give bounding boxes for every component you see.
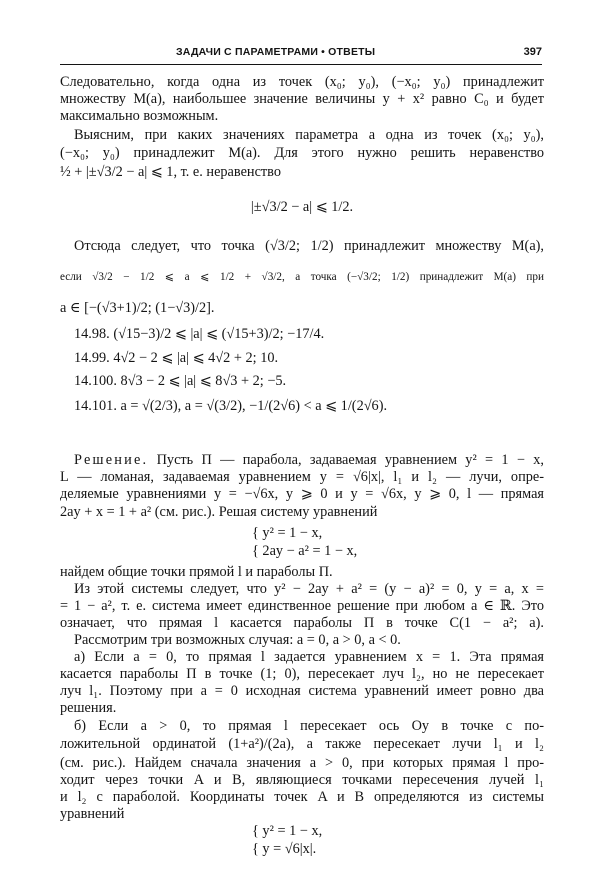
system-eq-2: { 2ay − a² = 1 − x, [252, 543, 358, 559]
text-line: решения. [60, 700, 117, 716]
text-line: если √3/2 − 1/2 ⩽ a ⩽ 1/2 + √3/2, а точка (−√3/2; 1/2) принадлежит M(a) при [60, 271, 544, 283]
text-line: касается параболы П в точке (1; 0), пересекает луч l₂, но не пересекает [60, 666, 544, 682]
answer-14-99: 14.99. 4√2 − 2 ⩽ |a| ⩽ 4√2 + 2; 10. [74, 350, 279, 366]
text-line: Решение. Пусть П — парабола, задаваемая уравнением y² = 1 − x, [74, 452, 544, 468]
header-title: ЗАДАЧИ С ПАРАМЕТРАМИ • ОТВЕТЫ [176, 46, 376, 58]
header-rule [60, 64, 542, 65]
text-line: и l₂ с параболой. Координаты точек A и B определяются из системы [60, 789, 544, 805]
answer-14-101: 14.101. a = √(2/3), a = √(3/2), −1/(2√6) < a ⩽ 1/(2√6). [74, 398, 388, 414]
text-line: Рассмотрим три возможных случая: a = 0, a > 0, a < 0. [74, 632, 401, 648]
page-number: 397 [523, 46, 542, 58]
text-line: означает, что прямая l касается параболы П в точке C(1 − a²; a). [60, 615, 544, 631]
text-line: 2ay + x = 1 + a² (см. рис.). Решая систему уравнений [60, 504, 378, 520]
text-line: a ∈ [−(√3+1)/2; (1−√3)/2]. [60, 300, 215, 316]
system-eq-4: { y = √6|x|. [252, 841, 317, 857]
answer-14-100: 14.100. 8√3 − 2 ⩽ |a| ⩽ 8√3 + 2; −5. [74, 373, 287, 389]
display-formula: |±√3/2 − a| ⩽ 1/2. [250, 199, 354, 215]
text-line: Отсюда следует, что точка (√3/2; 1/2) принадлежит множеству M(a), [74, 238, 544, 254]
text-line: деляемые уравнениями y = −√6x, y ⩾ 0 и y = √6x, y ⩾ 0, l — прямая [60, 486, 544, 502]
text-line: L — ломаная, задаваемая уравнением y = √6|x|, l₁ и l₂ — лучи, опре- [60, 469, 544, 485]
text-line: луч l₁. Поэтому при a = 0 исходная система уравнений имеет ровно два [60, 683, 544, 699]
text-line: (−x₀; y₀) принадлежит M(a). Для этого нужно решить неравенство [60, 145, 544, 161]
text-line: Выясним, при каких значениях параметра a одна из точек (x₀; y₀), [74, 127, 544, 143]
text-line: = 1 − a², т. е. система имеет единственное решение при любом a ∈ ℝ. Это [60, 598, 544, 614]
text-line: ½ + |±√3/2 − a| ⩽ 1, т. е. неравенство [60, 164, 281, 180]
answer-14-98: 14.98. (√15−3)/2 ⩽ |a| ⩽ (√15+3)/2; −17/4. [74, 326, 325, 342]
text-line: множеству M(a), наибольшее значение величины y + x² равно C₀ и будет [60, 91, 544, 107]
text-line: а) Если a = 0, то прямая l задается уравнением x = 1. Эта прямая [74, 649, 544, 665]
text-line: Из этой системы следует, что y² − 2ay + a² = (y − a)² = 0, y = a, x = [74, 581, 544, 597]
text-line: ходит через точки A и B, являющиеся точками пересечения лучей l₁ [60, 772, 544, 788]
text-line: уравнений [60, 806, 125, 822]
text-line: б) Если a > 0, то прямая l пересекает ось Oy в точке с по- [74, 718, 544, 734]
text-line: (см. рис.). Найдем сначала значения a > 0, при которых прямая l про- [60, 755, 544, 771]
system-eq-3: { y² = 1 − x, [252, 823, 323, 839]
text-line: максимально возможным. [60, 108, 219, 124]
running-header [60, 46, 542, 62]
text-line: Следовательно, когда одна из точек (x₀; y₀), (−x₀; y₀) принадлежит [60, 74, 544, 90]
text-line: ложительной ординатой (1+a²)/(2a), а также пересекает лучи l₁ и l₂ [60, 736, 544, 752]
text-line: найдем общие точки прямой l и параболы П. [60, 564, 333, 580]
system-eq-1: { y² = 1 − x, [252, 525, 323, 541]
